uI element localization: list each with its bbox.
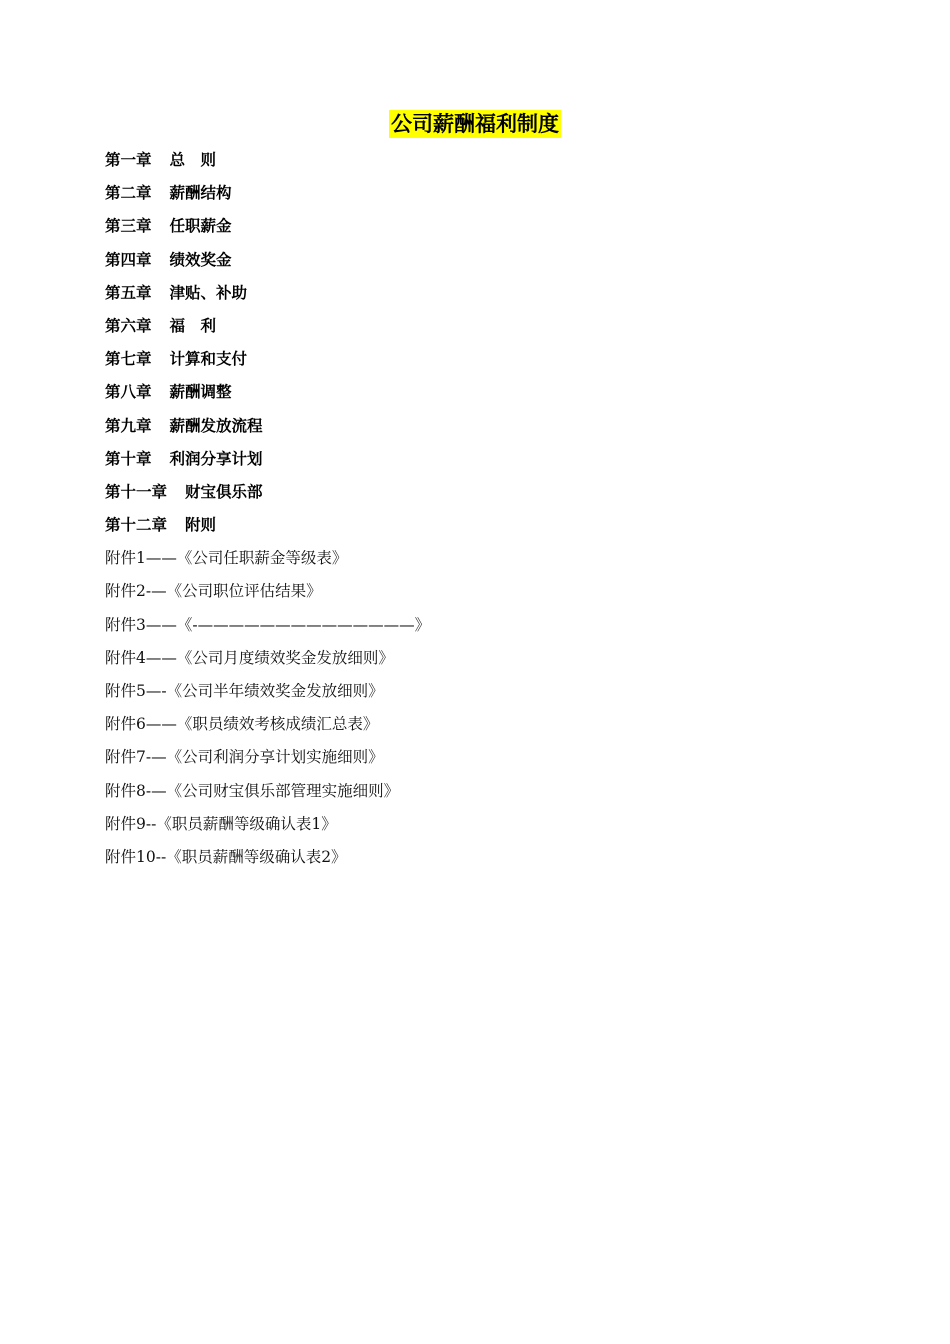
chapter-title: 财宝俱乐部 xyxy=(185,482,263,501)
chapter-number: 第四章 xyxy=(105,250,152,269)
annex-10: 附件10--《职员薪酬等级确认表2》 xyxy=(105,847,347,866)
chapter-1 xyxy=(105,146,885,179)
annex-2: 附件2-—《公司职位评估结果》 xyxy=(105,582,322,601)
chapter-3 xyxy=(105,212,885,245)
annex-6: 附件6——《职员绩效考核成绩汇总表》 xyxy=(105,715,379,734)
chapter-number: 第一章 xyxy=(105,151,152,169)
annex-5: 附件5—-《公司半年绩效奖金发放细则》 xyxy=(105,682,384,700)
annex-1: 附件1——《公司任职薪金等级表》 xyxy=(105,549,348,568)
chapter-number: 第十章 xyxy=(105,449,152,468)
chapter-title: 薪酬结构 xyxy=(169,184,232,203)
chapter-4 xyxy=(105,246,885,279)
chapter-number: 第三章 xyxy=(105,217,152,236)
chapter-number: 第二章 xyxy=(105,184,152,203)
chapter-title: 津贴、补助 xyxy=(169,283,248,302)
chapter-number: 第十二章 xyxy=(105,516,168,535)
chapter-title: 计算和支付 xyxy=(169,350,248,369)
annex-8: 附件8-—《公司财宝俱乐部管理实施细则》 xyxy=(105,781,400,800)
annex-9: 附件9--《职员薪酬等级确认表1》 xyxy=(105,814,337,833)
chapter-5 xyxy=(105,279,885,312)
chapter-9 xyxy=(105,412,885,445)
annex-7: 附件7-—《公司利润分享计划实施细则》 xyxy=(105,748,384,767)
chapter-number: 第七章 xyxy=(105,350,152,369)
chapter-number: 第八章 xyxy=(105,383,152,402)
chapter-7 xyxy=(105,345,885,378)
table-of-contents xyxy=(105,146,885,876)
chapter-number: 第五章 xyxy=(105,283,152,302)
title-container xyxy=(0,110,950,138)
chapter-number: 第十一章 xyxy=(105,482,168,501)
chapter-title: 福 利 xyxy=(169,316,217,335)
chapter-11 xyxy=(105,478,885,511)
chapter-title: 总 则 xyxy=(169,151,217,169)
annex-3: 附件3——《-——————————————》 xyxy=(105,615,431,634)
chapter-8 xyxy=(105,378,885,411)
chapter-6 xyxy=(105,312,885,345)
chapter-title: 任职薪金 xyxy=(169,217,232,236)
chapter-title: 利润分享计划 xyxy=(169,449,263,468)
chapter-10 xyxy=(105,445,885,478)
chapter-title: 薪酬发放流程 xyxy=(169,416,263,435)
chapter-2 xyxy=(105,179,885,212)
chapter-12 xyxy=(105,511,885,544)
annex-4: 附件4——《公司月度绩效奖金发放细则》 xyxy=(105,648,394,667)
document-title: 公司薪酬福利制度 xyxy=(391,112,559,136)
chapter-title: 薪酬调整 xyxy=(169,383,232,402)
chapter-number: 第六章 xyxy=(105,316,152,335)
chapter-title: 绩效奖金 xyxy=(169,250,232,269)
chapter-title: 附则 xyxy=(185,516,217,535)
chapter-number: 第九章 xyxy=(105,416,152,435)
